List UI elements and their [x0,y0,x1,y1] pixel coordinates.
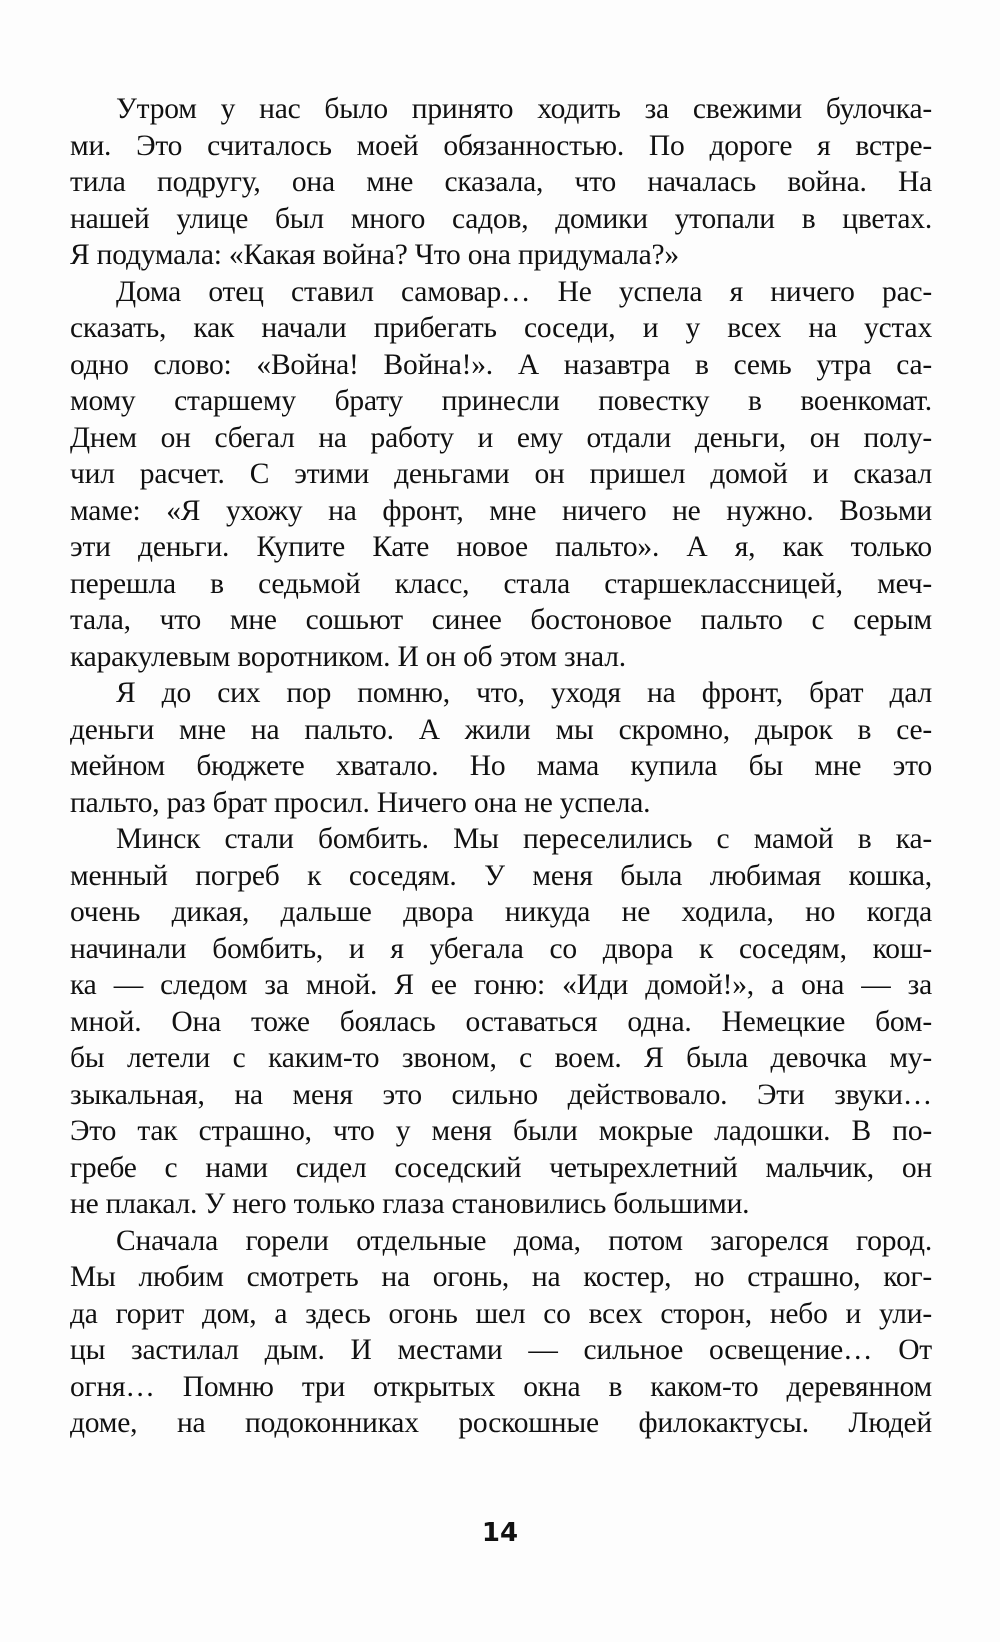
text-line: Утром у нас было принято ходить за свежими булочка- [116,93,932,125]
text-line: мной. Она тоже боялась оставаться одна. Немецкие бом- [70,1005,932,1038]
text-line: Мы любим смотреть на огонь, на костер, но страшно, ког- [70,1261,932,1293]
paragraph [70,91,932,274]
text-line: сказать, как начали прибегать соседи, и у всех на устах [70,312,932,344]
text-line: Минск стали бомбить. Мы переселились с мамой в ка- [116,823,932,855]
text-line: нашей улице был много садов, домики утопали в цветах. [70,202,932,235]
paragraph [70,274,932,676]
text-line: да горит дом, а здесь огонь шел со всех сторон, небо и ули- [70,1297,932,1330]
text-line: Сначала горели отдельные дома, потом загорелся город. [116,1224,932,1257]
text-line: очень дикая, дальше двора никуда не ходила, но когда [70,896,932,928]
text-line: ка — следом за мной. Я ее гоню: «Иди домой!», а она — за [70,969,932,1001]
text-line: доме, на подоконниках роскошные филокактусы. Людей [70,1407,932,1439]
text-line: Я до сих пор помню, что, уходя на фронт, брат дал [116,677,932,709]
paragraph [70,1223,932,1442]
text-line: бы летели с каким-то звоном, с воем. Я была девочка му- [70,1042,932,1074]
text-line: одно слово: «Война! Война!». А назавтра в семь утра са- [70,348,932,381]
text-line: ми. Это считалось моей обязанностью. По дороге я встре- [70,129,932,162]
text-line: менный погреб к соседям. У меня была любимая кошка, [70,859,932,892]
text-line: гребе с нами сидел соседский четырехлетний мальчик, он [70,1151,932,1184]
text-line: перешла в седьмой класс, стала старшеклассницей, меч- [70,567,932,600]
text-line: тила подругу, она мне сказала, что началась война. На [70,166,932,198]
text-line: Это так страшно, что у меня были мокрые ладошки. В по- [70,1115,932,1147]
text-line: цы застилал дым. И местами — сильное освещение… От [70,1334,932,1366]
text-line: маме: «Я ухожу на фронт, мне ничего не нужно. Возьми [70,494,932,527]
paragraph [70,675,932,821]
text-line: Днем он сбегал на работу и ему отдали деньги, он полу- [70,421,932,454]
text-line: эти деньги. Купите Кате новое пальто». А я, как только [70,531,932,563]
text-line: чил расчет. С этими деньгами он пришел домой и сказал [70,458,932,490]
text-line: начинали бомбить, и я убегала со двора к соседям, кош- [70,932,932,965]
text-line: мому старшему брату принесли повестку в военкомат. [70,385,932,417]
text-line: зыкальная, на меня это сильно действовало. Эти звуки… [70,1078,932,1111]
text-line: огня… Помню три открытых окна в каком-то деревянном [70,1370,932,1403]
paragraph [70,821,932,1223]
text-line: Дома отец ставил самовар… Не успела я ничего рас- [116,275,932,308]
page-number: 14 [481,1518,519,1548]
text-line: мейном бюджете хватало. Но мама купила бы мне это [70,750,932,782]
text-line: тала, что мне сошьют синее бостоновое пальто с серым [70,604,932,636]
page-text [70,91,932,1442]
text-line: деньги мне на пальто. А жили мы скромно, дырок в се- [70,713,932,746]
text-line: Я подумала: «Какая война? Что она придумала?» [70,239,679,271]
text-line: каракулевым воротником. И он об этом знал. [70,640,626,673]
text-line: пальто, раз брат просил. Ничего она не успела. [70,786,651,819]
text-line: не плакал. У него только глаза становились большими. [70,1188,750,1220]
